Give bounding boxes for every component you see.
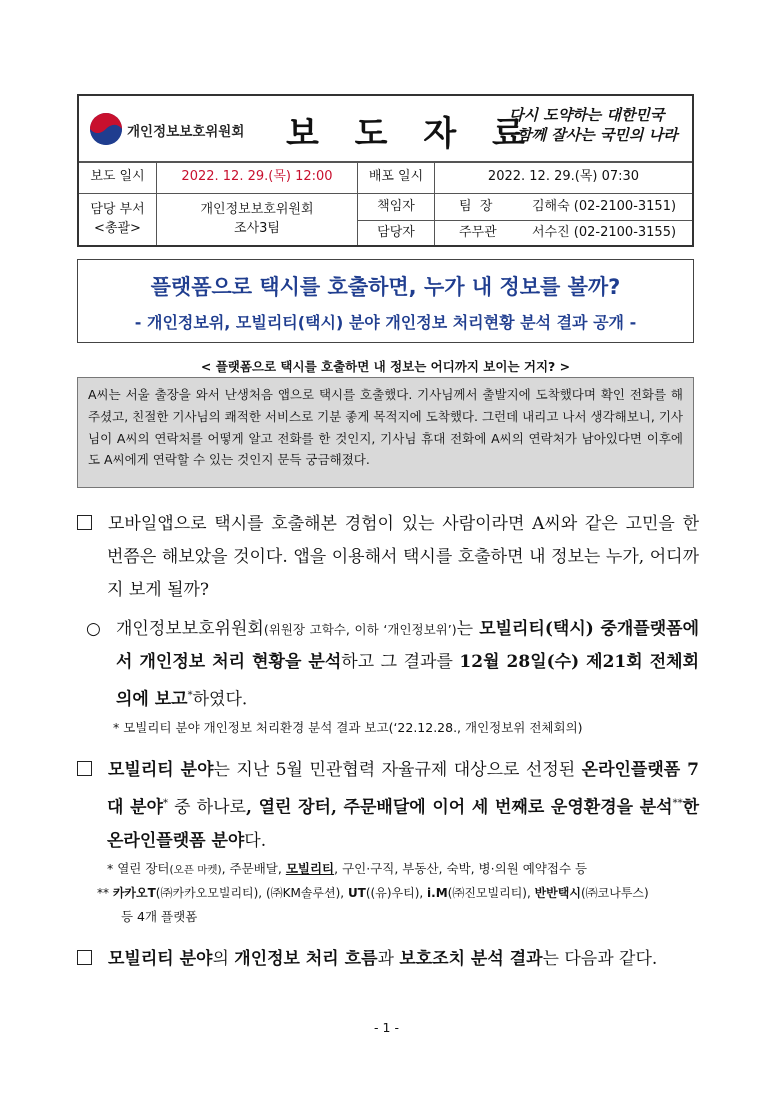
note-emphasis: 카카오T — [112, 886, 156, 900]
paragraph-emphasis: 12월 28일(수) 제21회 전체회의에 보고 — [116, 652, 699, 710]
note-emphasis: i.M — [427, 886, 448, 900]
footnote-1: * 모빌리티 분야 개인정보 처리환경 분석 결과 보고(‘22.12.28., 개인정보위 전체회의) — [113, 720, 583, 735]
slogan-line-1: 다시 도약하는 대한민국 — [509, 106, 665, 124]
paragraph-text: 는 — [456, 619, 480, 639]
note-emphasis: 모빌리티 — [285, 861, 335, 876]
staff-label: 담당자 — [377, 224, 415, 240]
note-text: (㈜진모빌리티), — [447, 886, 535, 900]
note-text: ((유)우티), — [365, 886, 428, 900]
headline-box — [77, 259, 694, 343]
release-label: 보도 일시 — [90, 169, 145, 185]
paragraph-4 — [77, 943, 699, 976]
responsible-contact: 김해숙 (02-2100-3151) — [532, 199, 677, 214]
paragraph-emphasis: 보호조치 분석 결과 — [399, 949, 543, 969]
paragraph-emphasis: 온라인플랫폼 7대 분야 — [107, 760, 700, 818]
dept-value-line: 개인정보보호위원회 — [200, 201, 314, 217]
staff-contact: 서수진 (02-2100-3155) — [532, 225, 677, 240]
dept-label-line: <총괄> — [94, 220, 141, 236]
dept-value — [157, 194, 357, 245]
paragraph-text: 는 다음과 같다. — [542, 949, 658, 969]
footnote-3 — [97, 881, 707, 905]
distribution-value: 2022. 12. 29.(목) 07:30 — [487, 169, 640, 185]
note-emphasis: 반반택시 — [534, 886, 581, 900]
footnote-mark: * — [162, 798, 168, 809]
paragraph-text: 하였다. — [192, 689, 248, 710]
paragraph-emphasis: , 열린 장터, 주문배달에 이어 — [245, 797, 472, 818]
note-text: ** — [97, 886, 113, 900]
checkbox-bullet-icon — [77, 515, 92, 530]
note-text: (㈜코나투스) — [580, 886, 649, 900]
paragraph-1 — [77, 508, 699, 607]
paragraph-emphasis: 한 온라인플랫폼 분야 — [107, 797, 699, 851]
paragraph-emphasis: 모빌리티 분야 — [108, 760, 214, 780]
paragraph-text: 모바일앱으로 택시를 호출해본 경험이 있는 사람이라면 A씨와 같은 고민을 한 번쯤은 해보았을 것이다. 앱을 이용해서 택시를 호출하면 내 정보는 누가, 어디까지 보게 될까? — [107, 514, 699, 600]
dept-label — [79, 194, 156, 245]
document-title: 보 도 자 료 — [286, 114, 537, 154]
checkbox-bullet-icon — [77, 950, 92, 965]
footnote-mark: ** — [672, 798, 683, 809]
paragraph-emphasis: 세 번째로 운영환경을 분석 — [471, 797, 673, 818]
note-text: (오픈 마켓) — [169, 864, 222, 876]
press-header-table — [77, 94, 694, 247]
org-name: 개인정보보호위원회 — [127, 124, 245, 140]
paragraph-text: 하고 그 결과를 — [341, 652, 460, 672]
dept-label-line: 담당 부서 — [90, 201, 145, 217]
footnote-mark: * — [187, 690, 193, 701]
distribution-label: 배포 일시 — [368, 169, 424, 185]
checkbox-bullet-icon — [77, 761, 92, 776]
paragraph-emphasis: 개인정보 처리 흐름 — [234, 949, 378, 969]
footnote-3-cont: 등 4개 플랫폼 — [121, 909, 198, 924]
paragraph-text: 다. — [244, 830, 267, 851]
paragraph-3 — [77, 754, 699, 858]
paragraph-text: (위원장 고학수, 이하 ‘개인정보위’) — [263, 622, 457, 637]
responsible-role: 팀 장 — [459, 199, 493, 214]
paragraph-text: 개인정보보호위원회 — [116, 619, 264, 639]
headline-main: 플랫폼으로 택시를 호출하면, 누가 내 정보를 볼까? — [150, 275, 621, 299]
government-emblem — [89, 112, 123, 150]
footnote-2 — [107, 857, 587, 882]
paragraph-text: 과 — [377, 949, 400, 969]
note-text: * 열린 장터 — [107, 861, 170, 876]
release-value: 2022. 12. 29.(목) 12:00 — [181, 169, 333, 185]
staff-role: 주무관 — [459, 225, 497, 240]
paragraph-text: 의 — [212, 949, 235, 969]
paragraph-text: 는 지난 5월 민관협력 자율규제 대상으로 선정된 — [213, 760, 582, 780]
paragraph-2 — [86, 613, 699, 717]
dept-value-line: 조사3팀 — [234, 220, 280, 236]
note-text: (㈜카카오모빌리티), — [155, 886, 266, 900]
note-text: , 구인·구직, 부동산, 숙박, 병·의원 예약접수 등 — [334, 861, 588, 876]
paragraph-emphasis: 모빌리티 분야 — [108, 949, 213, 969]
slogan — [509, 106, 689, 145]
slogan-line-2: 함께 잘사는 국민의 나라 — [517, 125, 678, 144]
story-box: A씨는 서울 출장을 와서 난생처음 앱으로 택시를 호출했다. 기사님께서 출발지에 도착했다며 확인 전화를 해주셨고, 친절한 기사님의 쾌적한 서비스로 기분 좋게 목적지에 도착했다. 그런데 내리고 나서 생각해보니, 기사님이 A씨의 연락처를 어떻게 알고 전화를 한 것인지, 기사님 휴대 전화에 A씨의 연락처가 남아있다면 이후에도 A씨에게 연락할 수 있는 것인지 문득 궁금해졌다. — [77, 377, 694, 488]
note-emphasis: UT — [347, 886, 366, 900]
headline-sub: - 개인정보위, 모빌리티(택시) 분야 개인정보 처리현황 분석 결과 공개 - — [134, 313, 637, 332]
story-caption: < 플랫폼으로 택시를 호출하면 내 정보는 어디까지 보이는 거지? > — [200, 359, 571, 374]
page-number: - 1 - — [374, 1020, 399, 1035]
responsible-label: 책임자 — [377, 198, 415, 214]
circle-bullet-icon: ○ — [86, 619, 101, 639]
note-text: (㈜KM솔루션), — [265, 886, 348, 900]
paragraph-emphasis: 모빌리티(택시) 중개플랫폼에서 개인정보 처리 현황을 분석 — [116, 619, 699, 672]
paragraph-text: 중 하나로 — [167, 797, 246, 818]
note-text: , 주문배달, — [221, 861, 286, 876]
